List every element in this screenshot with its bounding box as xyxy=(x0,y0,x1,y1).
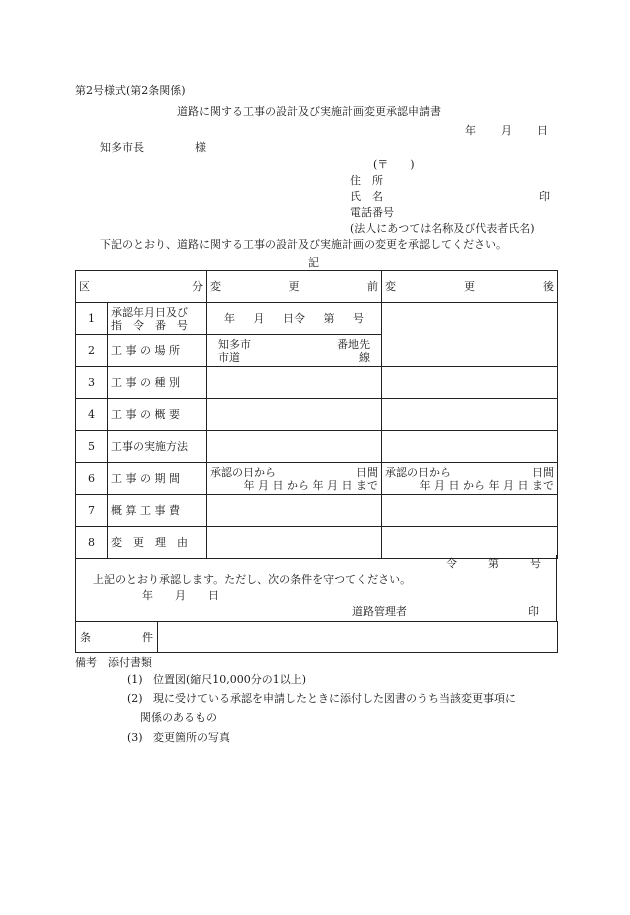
conditions-label-1: 条 xyxy=(80,631,91,644)
addressee-name: 知多市長 xyxy=(100,141,144,154)
table-row xyxy=(76,495,558,527)
header-category-1: 区 xyxy=(79,280,90,293)
row-label-line2: 指 令 番 号 xyxy=(111,318,188,332)
row1-dai: 第 xyxy=(323,312,335,325)
remark-item-num: (1) xyxy=(127,673,143,686)
header-after-3: 後 xyxy=(543,280,554,293)
remark-item-text: 現に受けている承認を申請したときに添付した図書のうち当該変更事項に xyxy=(153,692,516,705)
row4-after xyxy=(382,399,558,431)
remark-item-text: 変更箇所の写真 xyxy=(153,731,230,744)
row7-before xyxy=(207,495,382,527)
table-row xyxy=(76,431,558,463)
row2-city: 知多市 xyxy=(218,337,251,351)
address-label: 住 所 xyxy=(350,174,383,187)
row1-2-after xyxy=(382,303,558,367)
name-label: 氏 名 xyxy=(350,190,383,203)
row3-after xyxy=(382,367,558,399)
row-number: 5 xyxy=(76,431,108,463)
approval-text: 上記のとおり承認します。ただし、次の条件を守つてください。 xyxy=(93,573,412,586)
row-number: 4 xyxy=(76,399,108,431)
remarks-label: 備考 xyxy=(75,656,97,669)
row6-before xyxy=(207,463,382,495)
period-after-from: 承認の日から xyxy=(385,465,451,479)
row1-year: 年 xyxy=(224,312,235,325)
row1-before xyxy=(207,303,382,335)
header-after-2: 更 xyxy=(464,280,475,293)
form-id: 第2号様式(第2条関係) xyxy=(75,84,186,97)
row1-month: 月 xyxy=(253,312,265,325)
document-title: 道路に関する工事の設計及び実施計画変更承認申請書 xyxy=(177,105,441,118)
row-number: 7 xyxy=(76,495,108,527)
row4-before xyxy=(207,399,382,431)
corporate-note: (法人にあつては名称及び代表者氏名) xyxy=(350,222,535,235)
row7-after xyxy=(382,495,558,527)
row-label: 工 事 の 場 所 xyxy=(108,335,207,367)
change-table xyxy=(75,270,558,559)
table-row xyxy=(76,303,558,335)
attachments-label: 添付書類 xyxy=(108,656,152,669)
header-category-2: 分 xyxy=(192,280,203,293)
intro-text: 下記のとおり、道路に関する工事の設計及び実施計画の変更を承認してください。 xyxy=(100,238,507,251)
row-number: 6 xyxy=(76,463,108,495)
road-manager-label: 道路管理者 xyxy=(352,605,407,618)
row-label: 工事の実施方法 xyxy=(108,431,207,463)
header-after xyxy=(382,271,558,303)
postal-code: (〒 ) xyxy=(373,158,415,171)
ki-mark: 記 xyxy=(308,256,319,269)
row2-banchi: 番地先 xyxy=(337,337,370,351)
row-label: 工 事 の 種 別 xyxy=(108,367,207,399)
date-line xyxy=(465,124,548,137)
remark-item-num: (3) xyxy=(127,731,143,744)
phone-label: 電話番号 xyxy=(350,206,394,219)
table-row xyxy=(76,527,558,559)
table-row xyxy=(76,399,558,431)
approval-dai: 第 xyxy=(488,557,499,570)
conditions-label xyxy=(76,622,158,653)
approval-day: 日 xyxy=(208,589,219,602)
row5-before xyxy=(207,431,382,463)
header-before-1: 変 xyxy=(210,280,221,293)
period-before-range: 年 月 日 から 年 月 日 まで xyxy=(243,478,378,492)
table-header-row xyxy=(76,271,558,303)
row-number: 3 xyxy=(76,367,108,399)
approval-month: 月 xyxy=(175,589,186,602)
conditions-label-2: 件 xyxy=(142,631,153,644)
remark-item-num: (2) xyxy=(127,692,143,705)
header-after-1: 変 xyxy=(385,280,396,293)
approval-date xyxy=(142,589,219,602)
approval-block xyxy=(75,555,557,621)
approval-rei: 令 xyxy=(446,557,457,570)
conditions-value xyxy=(158,622,558,653)
row-label-line1: 承認年月日及び xyxy=(111,305,188,319)
row8-after xyxy=(382,527,558,559)
row-number: 1 xyxy=(76,303,108,335)
row-number: 2 xyxy=(76,335,108,367)
manager-seal: 印 xyxy=(528,605,539,618)
remark-item-text: 位置図(縮尺10,000分の1以上) xyxy=(153,673,307,686)
row2-road: 市道 xyxy=(218,350,240,364)
row1-day-rei: 日令 xyxy=(283,312,305,325)
remark-item-text-cont: 関係のあるもの xyxy=(140,711,217,724)
approval-go: 号 xyxy=(530,557,541,570)
row6-after xyxy=(382,463,558,495)
approval-number xyxy=(446,557,541,570)
period-after-range: 年 月 日 から 年 月 日 まで xyxy=(419,478,554,492)
header-category xyxy=(76,271,207,303)
period-before-days: 日間 xyxy=(356,465,378,479)
approval-year: 年 xyxy=(142,589,153,602)
header-before-3: 前 xyxy=(367,280,378,293)
row8-before xyxy=(207,527,382,559)
addressee-honorific: 様 xyxy=(195,141,206,154)
period-after-days: 日間 xyxy=(532,465,554,479)
header-before xyxy=(207,271,382,303)
date-month: 月 xyxy=(501,124,512,137)
row-label: 変 更 理 由 xyxy=(108,527,207,559)
row-label: 工 事 の 期 間 xyxy=(108,463,207,495)
date-year: 年 xyxy=(465,124,476,137)
header-before-2: 更 xyxy=(288,280,300,293)
table-row xyxy=(76,463,558,495)
row-label xyxy=(108,303,207,335)
period-before-from: 承認の日から xyxy=(210,465,276,479)
row2-before xyxy=(207,335,382,367)
applicant-seal: 印 xyxy=(539,190,550,203)
row2-line: 線 xyxy=(359,350,370,364)
row1-go: 号 xyxy=(353,312,364,325)
table-row xyxy=(76,367,558,399)
row5-after xyxy=(382,431,558,463)
date-day: 日 xyxy=(537,124,548,137)
row3-before xyxy=(207,367,382,399)
row-number: 8 xyxy=(76,527,108,559)
row-label: 工 事 の 概 要 xyxy=(108,399,207,431)
row-label: 概 算 工 事 費 xyxy=(108,495,207,527)
conditions-table xyxy=(75,621,558,653)
